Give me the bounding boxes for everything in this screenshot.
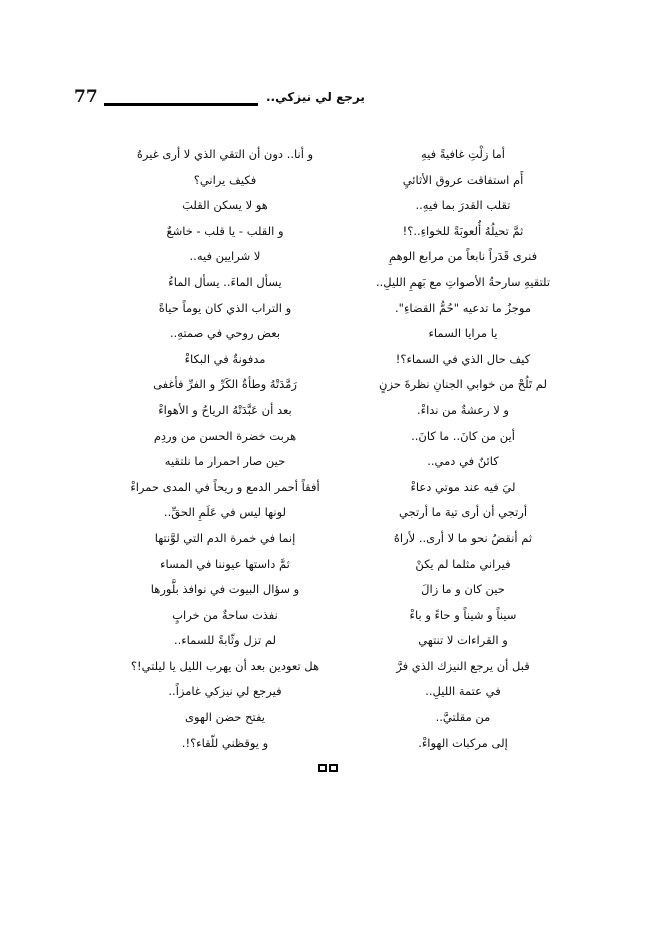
verse-line: هل تعودين بعد أن يهرب الليل يا ليلتي!؟ (130, 658, 320, 673)
verse-line: و لا رعشةٌ من نداءْ. (417, 402, 509, 417)
verse-line: و سؤال البيوت في نوافذ بلَّورها (150, 582, 300, 597)
verse-line: لا شرايين فيه.. (189, 249, 261, 264)
verse-line: يسأل الماءَ.. يسأل الماءُ (168, 274, 282, 289)
verse-line: و التراب الذي كان يوماً حياةً (158, 300, 292, 315)
verse-line: ليَ فيه عند موتي دعاءْ (410, 479, 516, 494)
verse-line: يا مرايا السماء (428, 326, 498, 341)
ornament-square-icon (329, 764, 338, 772)
verse-line: لونها ليس في عَلَمِ الحقِّ.. (163, 505, 287, 520)
verse-line: كيف حال الذي في السماء؟! (395, 351, 531, 366)
verse-line: أرتجي أن أرى تيهَ ما أرتجي (398, 505, 528, 520)
verse-line: أين من كانَ.. ما كانَ.. (411, 428, 515, 443)
verse-line: موجزُ ما تدعيه "حُمُّ القضاءِ". (395, 300, 531, 315)
poem-column-right (368, 142, 558, 756)
verse-line: أَم استفاقت عروق الأثائيِ (402, 172, 524, 187)
page-number: 77 (74, 87, 98, 107)
verse-line: و يوقظني للّقاء؟!. (181, 735, 269, 750)
ornament-square-icon (318, 764, 327, 772)
verse-line: مدفونةٌ في البكاءْ (184, 351, 266, 366)
verse-line: تلتقيهِ سارحةُ الأصواتِ مع بَهمِ الليلِ.. (375, 274, 551, 289)
verse-line: هو لا يسكن القلبَ (182, 198, 268, 213)
verse-line: و القلب - يا قلب - خاشعٌ (166, 223, 284, 238)
verse-line: فيراني مثلما لم يكنْ (415, 556, 511, 571)
verse-line: بعد أن عَبَّدَتْهُ الرياحُ و الأهواءْ (158, 402, 292, 417)
verse-line: رَمَّدَتْهُ وطأةُ الكَرِّ و الفرِّ فأغفى (153, 377, 297, 392)
verse-line: حين كان و ما زالَ (421, 582, 505, 597)
end-ornament (318, 764, 338, 772)
verse-line: ثم أنقضُ نحو ما لا أرى.. لأراهُ (393, 530, 533, 545)
verse-line: تقلب القدرَ بما فيهِ.. (415, 198, 511, 213)
verse-line: ثمَّ تحيلُهُ أُلعوبَةً للخواءِ..؟! (402, 223, 524, 238)
verse-line: بعض روحي في صمتهِ.. (169, 326, 281, 341)
header-rule (104, 103, 258, 106)
verse-line: إلى مركبات الهواءْ. (418, 735, 508, 750)
verse-line: لم تزل وثّابةً للسماء.. (173, 633, 277, 648)
verse-line: يفتح حضن الهوى (184, 710, 265, 725)
verse-line: فكيف يراني؟ (193, 172, 257, 187)
verse-line: و القراءات لا تنتهي (418, 633, 508, 648)
poem-column-left (130, 142, 320, 756)
verse-line: نفذت ساحةٌ من خرابٍ (172, 607, 278, 622)
verse-line: في عتمة الليلِ.. (425, 684, 501, 699)
verse-line: و أنا.. دون أن التقي الذي لا أرى غيرهُ (136, 147, 314, 161)
verse-line: فيرجع لي نيزكي غامزاً.. (168, 684, 282, 699)
verse-line: أما زلْتِ غافيةً فيهِ (421, 147, 505, 161)
verse-line: إنما في خمرة الدم التي لوَّنتها (154, 530, 296, 545)
running-title: يرجع لي نيزكي.. (266, 90, 365, 104)
verse-line: من مقلتيَّ.. (435, 710, 491, 725)
verse-line: هربت خضرة الحسن من وردِم (153, 428, 297, 443)
verse-line: ثمَّ داستها عيوننا في المساء (160, 556, 290, 571)
verse-line: لم تَلُحْ من خوابي الجنانِ نظرةَ حزنٍ (379, 377, 547, 392)
verse-line: قبل أن يرجع النيزك الذي فرَّ (396, 658, 530, 673)
verse-line: فنرى قَدَراً نابعاً من مرابع الوهمِ (388, 249, 538, 264)
verse-line: أفقاً أحمر الدمع و ريحاً في المدى حمراءْ (130, 479, 320, 494)
verse-line: سيناً و شيناً و حاءً و باءْ (409, 607, 517, 622)
verse-line: كائنٌ في دمي.. (427, 454, 499, 469)
verse-line: حين صار احمرار ما نلتقيه (164, 454, 286, 469)
